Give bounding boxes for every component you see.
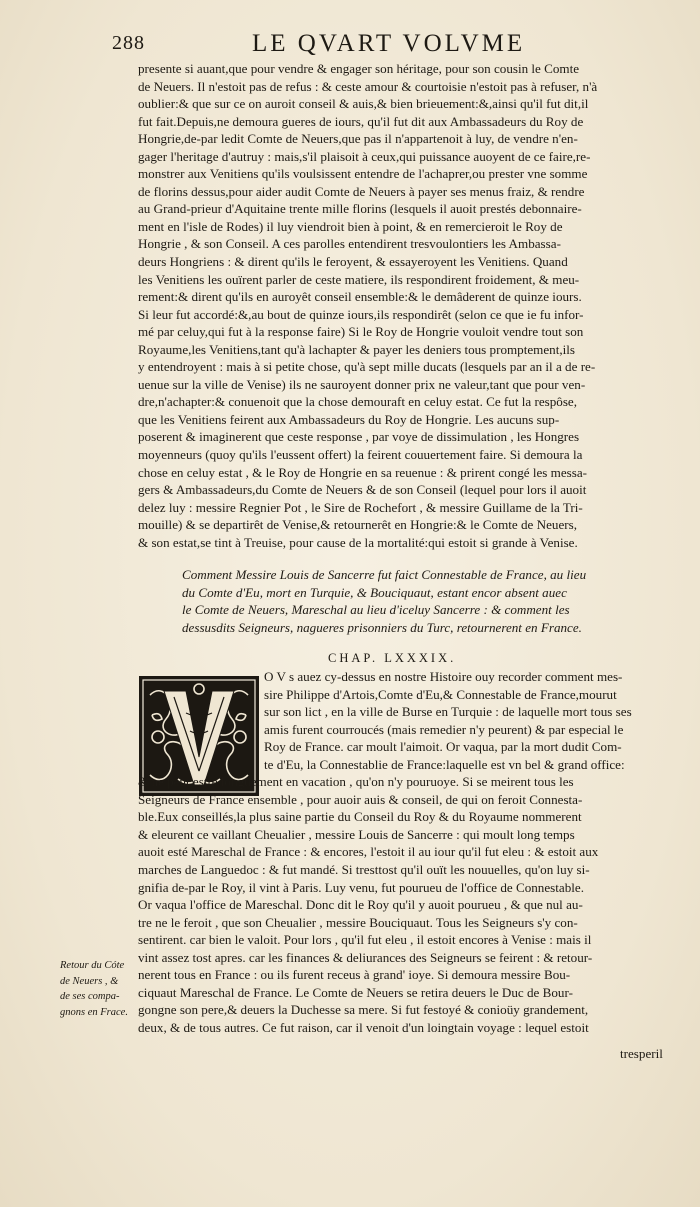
text-line: de florins dessus,pour aider audit Comte de Neuers à payer ses menus fraiz, & rendre — [138, 183, 585, 199]
text-line: dre,n'achapter:& conuenoit que la chose demouraft en celuy estat. Ce fut la respôse, — [138, 394, 578, 410]
text-line: au Grand-prieur d'Aquitaine trente mille florins (lesquels il auoit prestés debonnaire- — [138, 201, 582, 217]
text-line: mé par celuy,qui fut à la response faire) Si le Roy de Hongrie vouloit vendre tout son — [138, 324, 584, 340]
text-line: mouille) & se departirêt de Venise,& retournerêt en Hongrie:& le Comte de Neuers, — [138, 517, 577, 533]
text-line: y entendroyent : mais à si petite chose, qu'à sept mille ducats (lesquels par an il a de re- — [138, 359, 596, 375]
chapter-title-line: dessusdits Seigneurs, nagueres prisonniers du Turc, retournerent en France. — [182, 619, 582, 635]
text-line: Si leur fut accordé:&,au bout de quinze iours,ils respondirêt (selon ce que ie fu infor- — [138, 306, 584, 322]
text-line: ble.Eux conseillés,la plus saine partie du Conseil du Roy & du Royaume nommerent — [138, 809, 582, 825]
text-line: de Neuers. Il n'estoit pas de refus : & ceste amour & courtoisie n'estoit pas à refuser, n'à — [138, 78, 598, 94]
text-line: tre ne le feroit , que son Cheualier , messire Bouciquaut. Tous les Seigneurs s'y con- — [138, 914, 578, 930]
text-line: sire Philippe d'Artois,Comte d'Eu,& Connestable de France,mourut — [264, 686, 617, 702]
text-line: Seigneurs de France ensemble , pour auoir auis & conseil, de qui on feroit Connesta- — [138, 791, 583, 807]
chapter-number: CHAP. LXXXIX. — [328, 651, 457, 665]
text-line: deux, & de tous autres. Ce fut raison, car il venoit d'un loingtain voyage : lequel estoit — [138, 1019, 589, 1035]
text-line: sur son lict , en la ville de Burse en Turquie : de laquelle mort tous ses — [264, 704, 632, 720]
text-line: & eleurent ce vaillant Cheualier , messire Louis de Sancerre : qui moult long temps — [138, 826, 575, 842]
catchword: tresperil — [620, 1046, 663, 1061]
body-text — [138, 60, 670, 551]
margin-note-line: Retour du Cóte — [60, 960, 125, 971]
text-line: poserent & imaginerent que ceste response , par voye de dissimulation , les Hongres — [138, 429, 580, 445]
text-line: Hongrie,de-par ledit Comte de Neuers,que pas il n'appartenoit à luy, de vendre n'en- — [138, 131, 578, 147]
text-line: sentirent. car bien le valoit. Pour lors , qu'il fut eleu , il estoit encores à Venise : mais il — [138, 932, 592, 948]
chapter-title-line: Comment Messire Louis de Sancerre fut faict Connestable de France, au lieu — [182, 567, 587, 582]
margin-note-line: gnons en Frace. — [60, 1006, 128, 1018]
page-header — [112, 30, 592, 60]
text-line: vint assez tost apres. car les finances & deliurances des Seigneurs se feirent : & retour- — [138, 949, 593, 965]
text-line: uenue sur la ville de Venise) ils ne sauroyent donner prix ne valeur,tant que pour ven- — [138, 376, 586, 392]
chapter-title-line: du Comte d'Eu, mort en Turquie, & Bouciquaut, estant encor absent auec — [182, 584, 567, 600]
text-line: Royaume,les Venitiens,tant qu'à lachapter & payer les deniers tous promptement,ils — [138, 341, 576, 357]
text-line: delez luy : messire Regnier Pot , le Sire de Rochefort , & messire Guillame de la Tri- — [138, 499, 583, 515]
text-line: auoit esté Mareschal de France : & encores, l'estoit il au iour qu'il fut eleu : & estoit aux — [138, 844, 599, 860]
text-line: marches de Languedoc : & fut mandé. Si tresttost qu'il ouït les nouuelles, qu'on luy si- — [138, 862, 590, 878]
text-line: rement:& dirent qu'ils en auroyêt conseil ensemble:& le demâderent de quinze iours. — [138, 289, 582, 305]
text-line: gager l'heritage d'autruy : mais,s'il plaisoit à ceux,qui puissance auoyent de ce faire,re- — [138, 148, 591, 164]
text-line: te d'Eu, la Connestablie de France:laquelle est vn bel & grand office: — [264, 756, 625, 772]
text-line: fut fait.Depuis,ne demoura gueres de iours, qu'il fut dit aux Ambassadeurs du Roy de — [138, 113, 584, 129]
chapter-text — [138, 668, 670, 1036]
text-line: & ne peut estre longuement en vacation , qu'on n'y pouruoye. Si se meirent tous les — [138, 774, 574, 790]
chapter-title — [182, 566, 652, 636]
text-line: gnifia de-par le Roy, il vint à Paris. Luy venu, fut pourueu de l'office de Connestable. — [138, 879, 584, 895]
text-line: gers & Ambassadeurs,du Comte de Neuers & de son Conseil (lequel pour lors il auoit — [138, 482, 587, 498]
running-head: LE QVART VOLVME — [252, 30, 526, 57]
margin-note-line: de ses compa- — [60, 991, 120, 1003]
chapter-title-line: le Comte de Neuers, Mareschal au lieu d'iceluy Sancerre : & comment les — [182, 602, 570, 617]
text-line: ciquaut Mareschal de France. Le Comte de Neuers se retira deuers le Duc de Bour- — [138, 984, 573, 1000]
text-line: presente si auant,que pour vendre & engager son héritage, pour son cousin le Comte — [138, 61, 580, 76]
text-line: Hongrie , & son Conseil. A ces parolles entendirent tresvoulontiers les Ambassa- — [138, 236, 561, 252]
text-line: nerent tous en France : ou ils furent receus à grand' ioye. Si demoura messire Bou- — [138, 967, 571, 983]
text-line: amis furent courroucés (mais remedier n'y peurent) & par especial le — [264, 721, 624, 737]
text-line: moyenneurs (quoy qu'ils l'eussent offert) la feirent couuertement faire. Si demoura la — [138, 447, 583, 463]
text-line: deurs Hongriens : & dirent qu'ils le feroyent, & essayeroyent les Venitiens. Quand — [138, 254, 568, 270]
text-line: O V s auez cy-dessus en nostre Histoire ouy recorder comment mes- — [264, 669, 623, 684]
text-line: gongne son pere,& deuers la Duchesse sa mere. Si fut festoyé & conioüy grandement, — [138, 1002, 589, 1018]
text-line: & son estat,se tint à Treuise, pour cause de la mortalité:qui estoit si grande à Venise. — [138, 534, 578, 550]
page-number: 288 — [112, 32, 145, 54]
margin-note — [60, 958, 140, 1020]
text-line: les Venitiens les ouïrent parler de ceste matiere, ils respondirent froidement, & meu- — [138, 271, 580, 287]
text-line: que les Venitiens feirent aux Ambassadeurs du Roy de Hongrie. Les aucuns sup- — [138, 411, 560, 427]
text-line: Roy de France. car moult l'aimoit. Or vaqua, par la mort dudit Com- — [264, 739, 622, 755]
text-line: oublier:& que sur ce on auroit conseil & auis,& bien brieuement:&,ainsi qu'il fut dit,il — [138, 96, 589, 112]
text-line: chose en celuy estat , & le Roy de Hongrie en sa reuenue : & prirent congé les messa- — [138, 464, 588, 480]
text-line: ment en l'isle de Rodes) il luy viendroit bien à point, & en remercieroit le Roy de — [138, 218, 563, 234]
text-line: monstrer aux Venitiens qu'ils voulsissent entendre de l'achaprer,ou prester vne somme — [138, 166, 588, 182]
text-line: Or vaqua l'office de Mareschal. Donc dit le Roy qu'il y auoit pourueu , & que nul au- — [138, 897, 583, 913]
margin-note-line: de Neuers , & — [60, 975, 119, 987]
